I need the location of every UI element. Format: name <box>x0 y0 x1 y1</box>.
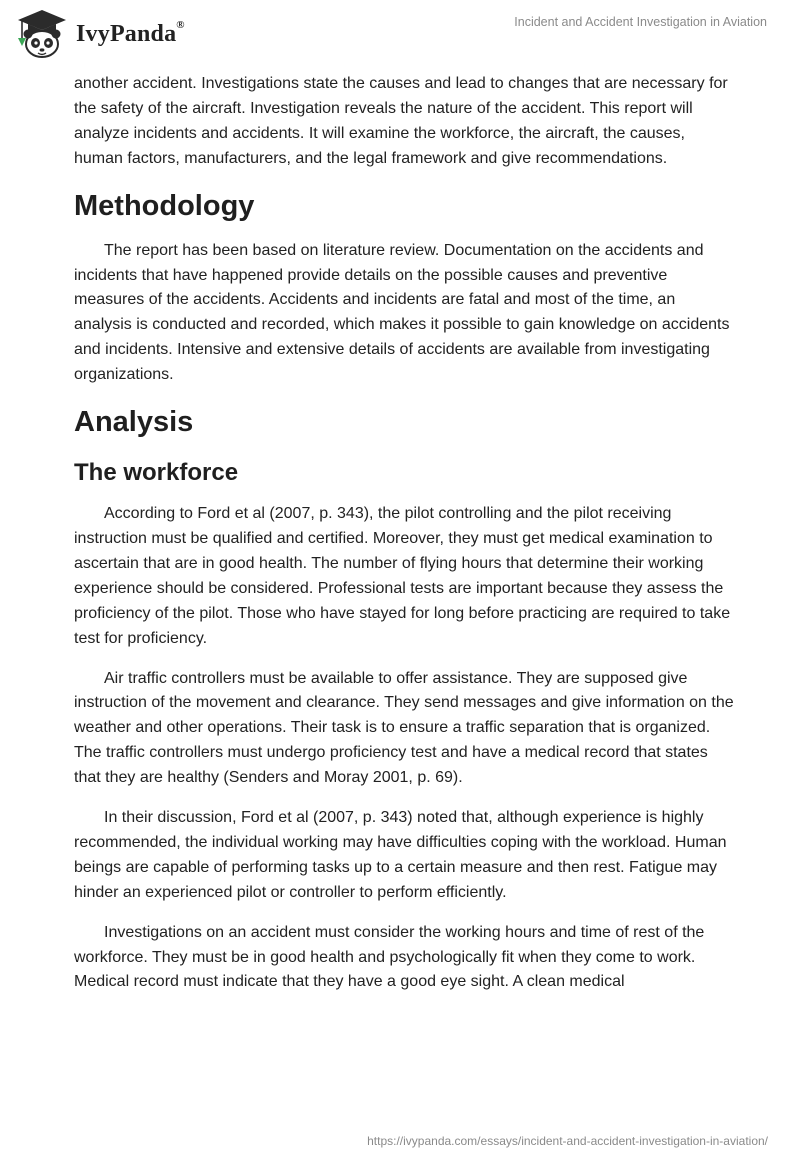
ivypanda-logo[interactable] <box>14 8 185 60</box>
source-url[interactable]: https://ivypanda.com/essays/incident-and-accident-investigation-in-aviation/ <box>367 1134 768 1148</box>
essay-body <box>74 72 734 995</box>
intro-paragraph: another accident. Investigations state the causes and lead to changes that are necessary for the safety of the aircraft. Investigation reveals the nature of the accident. This report will analyze incidents and accidents. It will examine the workforce, the aircraft, the causes, human factors, manufacturers, and the legal framework and give recommendations. <box>74 75 728 167</box>
workforce-paragraph-2: Air traffic controllers must be available to offer assistance. They are supposed give instruction of the movement and clearance. They send messages and give information on the weather and other operations. Their task is to ensure a traffic separation that is organized. The traffic controllers must undergo proficiency test and have a medical record that states that they are healthy (Senders and Moray 2001, p. 69). <box>74 669 734 787</box>
panda-graduation-cap-icon <box>14 8 70 60</box>
methodology-paragraph: The report has been based on literature review. Documentation on the accidents and incidents that have happened provide details on the possible causes and preventive measures of the accidents. Accidents and incidents are fatal and most of the time, an analysis is conducted and recorded, which makes it possible to gain knowledge on accidents and incidents. Intensive and extensive details of accidents are available from investigating organizations. <box>74 241 730 384</box>
analysis-heading: Analysis <box>74 406 194 439</box>
document-title: Incident and Accident Investigation in Aviation <box>514 15 767 29</box>
workforce-paragraph-3: In their discussion, Ford et al (2007, p. 343) noted that, although experience is highly recommended, the individual working may have difficulties coping with the workload. Human beings are capable of performing tasks up to a certain measure and then rest. Fatigue may hinder an experienced pilot or controller to perform efficiently. <box>74 809 727 901</box>
logo-wordmark: IvyPanda® <box>76 18 185 47</box>
workforce-heading: The workforce <box>74 459 239 487</box>
workforce-paragraph-4: Investigations on an accident must consider the working hours and time of rest of the workforce. They must be in good health and psychologically fit when they come to work. Medical record must indicate that they have a good eye sight. A clean medical <box>74 923 705 991</box>
workforce-paragraph-1: According to Ford et al (2007, p. 343), the pilot controlling and the pilot receiving instruction must be qualified and certified. Moreover, they must get medical examination to ascertain that are in good health. The number of flying hours that determine their working experience should be considered. Professional tests are important because they assess the proficiency of the pilot. Those who have stayed for long before practicing are required to take test for proficiency. <box>74 505 731 647</box>
registered-mark: ® <box>176 18 185 31</box>
methodology-heading: Methodology <box>74 189 255 222</box>
page-header <box>0 0 800 70</box>
